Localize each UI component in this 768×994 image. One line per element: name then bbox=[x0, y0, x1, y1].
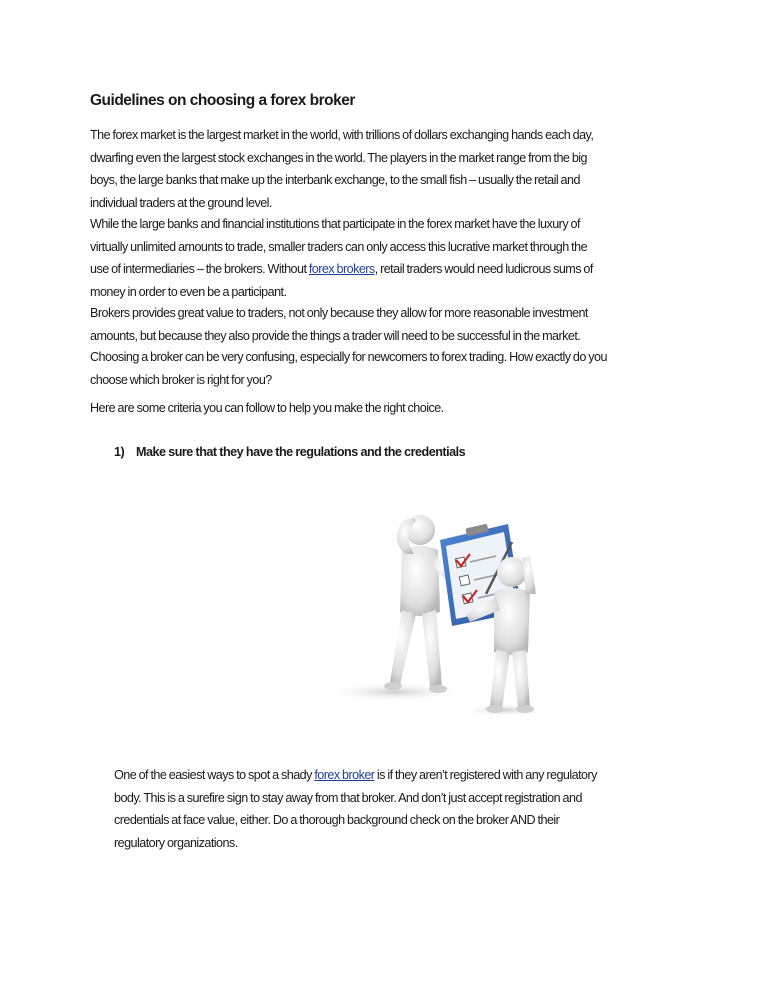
shadow bbox=[460, 703, 550, 717]
paragraph-line: dwarfing even the largest stock exchanges in the world. The players in the market range from the big bbox=[90, 150, 587, 165]
paragraph-line: Here are some criteria you can follow to help you make the right choice. bbox=[90, 401, 444, 415]
paragraph-line: credentials at face value, either. Do a thorough background check on the broker AND their bbox=[114, 813, 560, 827]
paragraph-banks bbox=[90, 213, 690, 303]
paragraph-line: body. This is a surefire sign to stay away from that broker. And don’t just accept registration and bbox=[114, 790, 582, 805]
paragraph-line: While the large banks and financial institutions that participate in the forex market have the luxury of bbox=[90, 217, 580, 231]
list-item bbox=[114, 441, 465, 463]
paragraph-line: boys, the large banks that make up the interbank exchange, to the small fish – usually the retail and bbox=[90, 173, 580, 187]
page-title: Guidelines on choosing a forex broker bbox=[90, 92, 355, 109]
paragraph-line: amounts, but because they also provide the things a trader will need to be successful in the market. bbox=[90, 328, 581, 343]
paragraph-line bbox=[114, 764, 694, 787]
paragraph-value bbox=[90, 302, 690, 347]
paragraph-line: Brokers provides great value to traders, not only because they allow for more reasonable investment bbox=[90, 306, 588, 320]
list-item-text: Make sure that they have the regulations and the credentials bbox=[136, 445, 466, 459]
paragraph-line bbox=[90, 258, 690, 281]
paragraph-line: money in order to even be a participant. bbox=[90, 284, 287, 299]
text-run: is if they aren’t registered with any regulatory bbox=[374, 768, 597, 782]
forex-broker-link[interactable]: forex broker bbox=[314, 768, 375, 782]
paragraph-choosing bbox=[90, 346, 690, 391]
paragraph-regulation bbox=[114, 764, 694, 854]
paragraph-intro bbox=[90, 124, 690, 214]
forex-brokers-link[interactable]: forex brokers bbox=[308, 262, 375, 276]
paragraph-line: Choosing a broker can be very confusing, especially for newcomers to forex trading. How exactly do you bbox=[90, 350, 607, 364]
text-run: , retail traders would need ludicrous sums of bbox=[374, 262, 593, 276]
paragraph-criteria bbox=[90, 397, 690, 420]
clipboard-figures-illustration bbox=[290, 502, 550, 717]
paragraph-line: individual traders at the ground level. bbox=[90, 195, 272, 210]
paragraph-line: regulatory organizations. bbox=[114, 835, 238, 850]
text-run: use of intermediaries – the brokers. Without bbox=[90, 262, 309, 276]
text-run: One of the easiest ways to spot a shady bbox=[114, 768, 315, 782]
list-number: 1) bbox=[114, 445, 125, 459]
paragraph-line: The forex market is the largest market in the world, with trillions of dollars exchanging hands each day, bbox=[90, 128, 594, 142]
paragraph-line: virtually unlimited amounts to trade, smaller traders can only access this lucrative market through the bbox=[90, 239, 588, 254]
paragraph-line: choose which broker is right for you? bbox=[90, 372, 272, 387]
